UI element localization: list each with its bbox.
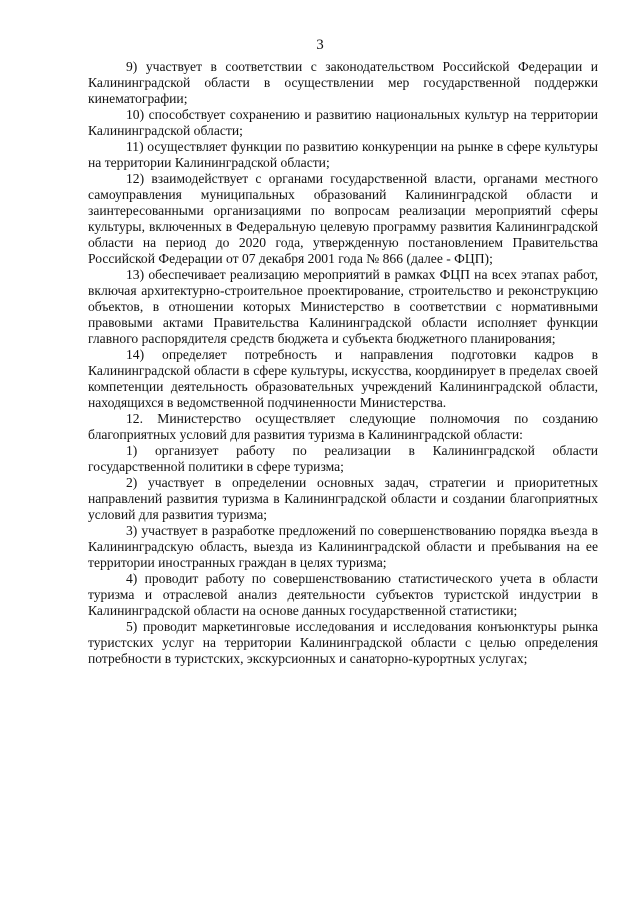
paragraph-item-14: 14) определяет потребность и направления подготовки кадров в Калининградской области в сфере культуры, искусства, координирует в пределах своей компетенции деятельность образовательных учреждений Калининградской области, находящихся в ведомственной подчиненности Министерства. [88, 347, 598, 410]
document-body [88, 59, 598, 667]
paragraph-item-12: 12) взаимодействует с органами государственной власти, органами местного самоуправления муниципальных образований Калининградской области и заинтересованными организациями по вопросам реализации мероприятий сферы культуры, включенных в Федеральную целевую программу развития Калининградской области на период до 2020 года, утвержденную постановлением Правительства Российской Федерации от 07 декабря 2001 года № 866 (далее - ФЦП); [88, 171, 598, 266]
tourism-item-1: 1) организует работу по реализации в Калининградской области государственной политики в сфере туризма; [88, 443, 598, 474]
page-number: 3 [316, 37, 324, 53]
tourism-item-3: 3) участвует в разработке предложений по совершенствованию порядка въезда в Калининградскую область, выезда из Калининградской области и пребывания на ее территории иностранных граждан в целях туризма; [88, 523, 598, 570]
paragraph-item-11: 11) осуществляет функции по развитию конкуренции на рынке в сфере культуры на территории Калининградской области; [88, 139, 598, 170]
tourism-item-2: 2) участвует в определении основных задач, стратегии и приоритетных направлений развития туризма в Калининградской области и создании благоприятных условий для развития туризма; [88, 475, 598, 522]
tourism-item-4: 4) проводит работу по совершенствованию статистического учета в области туризма и отраслевой анализ деятельности субъектов туристской индустрии в Калининградской области на основе данных государственной статистики; [88, 571, 598, 618]
paragraph-item-10: 10) способствует сохранению и развитию национальных культур на территории Калининградской области; [88, 107, 598, 138]
paragraph-item-13: 13) обеспечивает реализацию мероприятий в рамках ФЦП на всех этапах работ, включая архитектурно-строительное проектирование, строительство и реконструкцию объектов, в отношении которых Министерство в соответствии с нормативными правовыми актами Правительства Калининградской области исполняет функции главного распорядителя средств бюджета и субъекта бюджетного планирования; [88, 267, 598, 346]
paragraph-item-9: 9) участвует в соответствии с законодательством Российской Федерации и Калининградской области в осуществлении мер государственной поддержки кинематографии; [88, 59, 598, 106]
section-12-intro: 12. Министерство осуществляет следующие полномочия по созданию благоприятных условий для развития туризма в Калининградской области: [88, 411, 598, 442]
tourism-item-5: 5) проводит маркетинговые исследования и исследования конъюнктуры рынка туристских услуг на территории Калининградской области с целью определения потребности в туристских, экскурсионных и санаторно-курортных услугах; [88, 619, 598, 666]
